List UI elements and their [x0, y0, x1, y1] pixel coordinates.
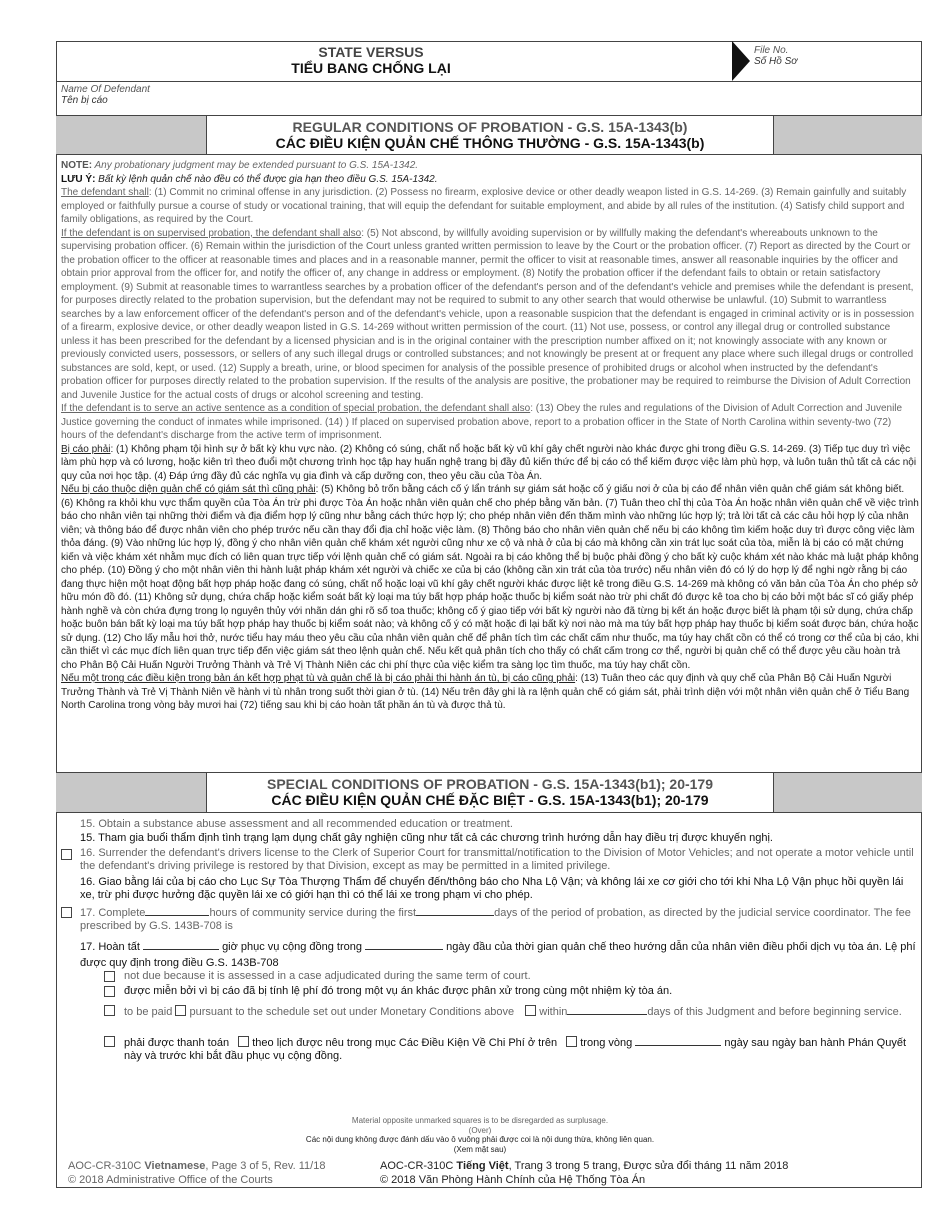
header-shade-left: [56, 116, 207, 154]
note-label: NOTE:: [61, 160, 93, 171]
special-conditions-header: [56, 772, 922, 813]
footer-copyright-en: © 2018 Administrative Office of the Courts: [68, 1174, 273, 1186]
file-number-label-vi: Số Hồ Sơ: [754, 56, 798, 67]
defendant-name-field[interactable]: [61, 84, 150, 106]
form-language-vi: Tiếng Việt: [456, 1160, 509, 1172]
header-shade-left: [56, 773, 207, 812]
to-be-paid-text-vi: phải được thanh toán: [124, 1037, 230, 1049]
condition-16-checkbox[interactable]: [61, 849, 72, 860]
form-number-vi: AOC-CR-310C: [380, 1160, 454, 1172]
condition-17-vi-text-c: ngày đầu của thời gian quản chế theo hướng dẫn của nhân viên điều phối dịch vụ tòa án. Lệ phí được quy định trong điều G.S. 143B-708: [80, 941, 916, 969]
first-days-blank-vi[interactable]: [365, 939, 443, 950]
conditions-lead-vi: Bị cáo phải: [61, 443, 111, 455]
fee-to-be-paid-checkbox[interactable]: [104, 1005, 115, 1016]
footer-en: [68, 1159, 325, 1187]
page-info-vi: , Trang 3 trong 5 trang, Được sửa đổi tháng 11 năm 2018: [508, 1160, 789, 1172]
conditions-text-vi: : (5) Không bỏ trốn bằng cách cố ý lẩn tránh sự giám sát hoặc cố ý giấu nơi ở của bị cáo để nhân viên quản chế giám sát không biết. (6) Không ra khỏi khu vực thẩm quyền của Tòa Án trừ phi được Tòa Án hoặc nhân viên quản chế cho phép bằng văn bản. (7) Tuân theo chỉ thị của Tòa Án hoặc nhân viên quản chế về việc trình báo cho nhân viên tại những thời điểm và địa điểm hợp lý cũng như bằng cách thức hợp lý; cho phép nhân viên đến thăm mình vào những lúc hợp lý; trả lời tất cả các câu hỏi hợp lý của nhân viên; và thông báo để được nhân viên cho phép trước nếu cần thay đổi địa chỉ hoặc việc làm. (8) Thông báo cho nhân viên quản chế nếu bị cáo không tìm kiếm hoặc duy trì được công việc làm thỏa đáng. (9) Vào những lúc hợp lý, đồng ý cho nhân viên quản chế khám xét người cũng như xe cộ và nhà ở của bị cáo mà không cần xin trát lục soát của tòa, miễn là bị cáo có mặt chứng kiến và việc khám xét nhằm mục đích có liên quan trực tiếp với lệnh quản chế có giám sát. Ngoài ra bị cáo không thể bị buộc phải đồng ý cho bất kỳ cuộc khám xét nào khác mà luật pháp không cho phép. (10) Đồng ý cho một nhân viên thi hành luật pháp khám xét người và chiếc xe của bị cáo (không cần xin trát của tòa trước) nếu nhân viên đó có lý do hợp lý để nghi ngờ rằng bị cáo đang thực hiện một hoạt động bất hợp pháp hoặc đang có súng, chất nổ hoặc loại vũ khí gây chết người khác được liệt kê trong điều G.S. 14-269 mà không có văn bản của Tòa Án cho phép sở hữu món đồ đó. (11) Không sử dụng, chứa chấp hoặc kiểm soát bất kỳ loại ma túy bất hợp pháp hoặc thuốc bị kiểm soát nào trừ phi chất đó được kê toa cho bị cáo bởi một bác sĩ có giấy phép hành nghề và còn chứa đựng trong lọ nguyên thủy với nhãn dán ghi rõ số toa thuốc; không cố ý giao tiếp với bất kỳ người nào đã từng bị kết án hoặc được biết là phạm tội sử dụng, chứa chấp hoặc buôn bán bất kỳ loại ma túy bất hợp pháp hay thuốc bị kiểm soát nào; và không cố ý có mặt hoặc đi lại bất kỳ nơi nào mà ma túy bất hợp pháp hay thuốc bị kiểm soát được bán, chứa hoặc sử dụng. (12) Cho lấy mẫu hơi thở, nước tiểu hay máu theo yêu cầu của nhân viên quản chế để phân tích tìm các chất cấm như thuốc, ma túy hay chất cồn có thể có trong cơ thể của bị cáo, khi cần thiết vì các mục đích liên quan trực tiếp đến việc giám sát theo lệnh quản chế. Nếu kết quả phân tích cho thấy có chất cấm trong cơ thể, người bị quản chế có thể được yêu cầu hoàn trả cho Phân Bộ Cải Huấn Người Trưởng Thành và Trẻ Vị Thành Niên các chi phí thực của việc kiểm tra sàng lọc tìm thuốc, ma túy hay chất cồn.: [61, 484, 919, 671]
within-text: within: [539, 1006, 568, 1018]
special-title-en: SPECIAL CONDITIONS OF PROBATION - G.S. 15A-1343(b1); 20-179: [266, 776, 714, 792]
condition-17-checkbox[interactable]: [61, 907, 72, 918]
within-days-blank-vi[interactable]: [635, 1035, 721, 1046]
conditions-text: : (5) Not abscond, by willfully avoiding supervision or by willfully making the defendant's whereabouts unknown to the supervising probation officer. (6) Remain within the jurisdiction of the Court unless granted written permission to leave by the Court or the probation officer. (7) Report as directed by the Court or the probation officer to the officer at reasonable times and places and in a reasonable manner, permit the officer to visit at reasonable times, answer all reasonable inquiries by the officer and obtain prior approval from the officer for, and notify the officer of, any change in address or employment. (8) Notify the probation officer if the defendant fails to obtain or retain satisfactory employment. (9) Submit at reasonable times to warrantless searches by a probation officer of the defendant's person and of the defendant's vehicle and premises while the defendant is present, for purposes directly related to the probation supervision, but the defendant may not be required to submit to any other search that would otherwise be unlawful. (10) Submit to warrantless searches by a law enforcement officer of the defendant's person and of the defendant's vehicle, upon a reasonable suspicion that the defendant is engaged in criminal activity or is in possession of a firearm, explosive device, or other deadly weapon listed in G.S. 14-269 without written permission of the court. (11) Not use, possess, or control any illegal drug or controlled substance unless it has been prescribed for the defendant by a licensed physician and is in the original container with the prescription number affixed on it; not knowingly associate with any known or previously convicted users, possessors, or sellers of any such illegal drugs or controlled substances; and not knowingly be present at or frequent any place where such illegal drugs or controlled substances are sold, kept, or used. (12) Supply a breath, urine, or blood specimen for analysis of the possible presence of prohibited drugs or alcohol when instructed by the defendant's probation officer for purposes directly related to the probation supervision. If the results of the analysis are positive, the probationer may be required to reimburse the Division of Adult Correction and Juvenile Justice for the actual costs of drugs or alcohol screening and testing.: [61, 227, 915, 401]
condition-17-text-c: days of the period of probation, as directed by the judicial service coordinator. The fee prescribed by G.S. 143B-708 is: [80, 907, 911, 932]
fee-not-due-checkbox-vi[interactable]: [104, 986, 115, 997]
fee-not-due-checkbox[interactable]: [104, 971, 115, 982]
community-hours-blank[interactable]: [145, 905, 209, 916]
state-versus-en: STATE VERSUS: [318, 44, 424, 60]
note-label-vi: LƯU Ý:: [61, 173, 96, 185]
footer-form-en: [68, 1159, 325, 1173]
special-conditions-title: [206, 776, 774, 808]
surplusage-text-vi: Các nội dung không được đánh dấu vào ô vuông phải được coi là nội dung thừa, không liên quan.: [305, 1135, 655, 1144]
condition-17-en: [80, 905, 920, 933]
community-hours-blank-vi[interactable]: [143, 939, 219, 950]
conditions-text: : (13) Obey the rules and regulations of the Division of Adult Correction and Juvenile Justice governing the conduct of inmates while imprisoned. (14) ) If placed on supervised probation above, report to a probation officer in the State of North Carolina within seventy-two (72) hours of the defendant's discharge from the active term of imprisonment.: [61, 403, 903, 441]
to-be-paid-text: to be paid: [124, 1006, 173, 1018]
conditions-lead: If the defendant is to serve an active sentence as a condition of special probation, the defendant shall also: [61, 403, 531, 414]
note-text: Any probationary judgment may be extended pursuant to G.S. 15A-1342.: [92, 160, 419, 171]
monetary-schedule-checkbox-vi[interactable]: [238, 1036, 249, 1047]
over-text: (Over): [468, 1125, 492, 1135]
conditions-supervised-vi: [61, 483, 919, 672]
fee-to-be-paid-en: [124, 1004, 914, 1019]
fee-not-due-vi: được miễn bởi vì bị cáo đã bị tính lệ phí đó trong một vụ án khác được phân xử trong cùng một nhiệm kỳ tòa án.: [124, 985, 673, 997]
file-number-label: File No.: [754, 45, 789, 56]
within-days-checkbox-vi[interactable]: [566, 1036, 577, 1047]
regular-title-vi: CÁC ĐIỀU KIỆN QUẢN CHẾ THÔNG THƯỜNG - G.S. 15A-1343(b): [275, 135, 705, 151]
conditions-lead: If the defendant is on supervised probation, the defendant shall also: [61, 227, 362, 239]
within-days-checkbox[interactable]: [525, 1005, 536, 1016]
file-number-field[interactable]: [754, 45, 797, 67]
conditions-supervised-en: [61, 227, 919, 403]
regular-conditions-body: [61, 159, 919, 713]
special-title-vi: CÁC ĐIỀU KIỆN QUẢN CHẾ ĐẶC BIỆT - G.S. 15A-1343(b1); 20-179: [271, 792, 709, 808]
conditions-active-vi: [61, 672, 919, 713]
regular-conditions-header: [56, 115, 922, 155]
within-days-blank[interactable]: [567, 1004, 647, 1015]
conditions-text-vi: : (13) Tuân theo các quy định và quy chế của Phân Bộ Cải Huấn Người Trưởng Thành và Trẻ Vị Thành Niên về hành vi tù nhân trong suốt thời gian ở tù. (14) Nếu trên đây ghi là ra lệnh quản chế có giám sát, phải trình diện với một nhân viên quản chế ở Tiểu Bang North Carolina trong vòng bảy mươi hai (72) tiếng sau khi bị cáo hoàn tất phần án tù và được thả tù.: [61, 673, 910, 711]
footer-copyright-vi: © 2018 Văn Phòng Hành Chính của Hệ Thống Tòa Án: [380, 1174, 646, 1186]
first-days-blank[interactable]: [416, 905, 494, 916]
schedule-text: pursuant to the schedule set out under Monetary Conditions above: [189, 1006, 515, 1018]
header-shade-right: [773, 116, 922, 154]
condition-15-en: 15. Obtain a substance abuse assessment and all recommended education or treatment.: [80, 818, 513, 830]
surplusage-note: [200, 1116, 760, 1154]
conditions-text-vi: : (1) Không phạm tội hình sự ở bất kỳ khu vực nào. (2) Không có súng, chất nổ hoặc bất kỳ vũ khí gây chết người nào khác được ghi trong điều G.S. 14-269. (3) Tiếp tục duy trì việc làm phù hợp và có lương, hoặc kiên trì theo đuổi một chương trình học tập hay huấn nghệ trang bị đầy đủ kiến thức để bị cáo có thể kiếm được việc làm phù hợp, và luôn tuân thủ tất cả các nội quy của nơi học tập. (4) Đáp ứng đầy đủ các nghĩa vụ gia đình và cấp dưỡng con, theo yêu cầu của Tòa Án.: [61, 443, 917, 482]
surplusage-text-en: Material opposite unmarked squares is to be disregarded as surplusage.: [351, 1116, 609, 1125]
monetary-schedule-checkbox[interactable]: [175, 1005, 186, 1016]
over-text-vi: (Xem mặt sau): [453, 1144, 507, 1154]
footer-form-vi: [380, 1159, 788, 1173]
state-versus-vi: TIỂU BANG CHỐNG LẠI: [291, 60, 451, 76]
footer-vi: [380, 1159, 788, 1187]
conditions-text: : (1) Commit no criminal offense in any jurisdiction. (2) Possess no firearm, explosive device or other deadly weapon listed in G.S. 14-269. (3) Remain gainfully and suitably employed or faithfully pursue a course of study or vocational training, that will equip the defendant for suitable employment, and abide by all rules of the institution. (4) Satisfy child support and family obligations, as required by the Court.: [61, 187, 907, 225]
days-judgment-text: days of this Judgment and before beginning service.: [647, 1006, 902, 1018]
conditions-active-en: [61, 402, 919, 443]
conditions-lead: The defendant shall: [61, 187, 149, 198]
header-shade-right: [773, 773, 922, 812]
defendant-name-label: Name Of Defendant: [61, 84, 150, 95]
condition-16-en: 16. Surrender the defendant's drivers license to the Clerk of Superior Court for transmittal/notification to the Division of Motor Vehicles; and not operate a motor vehicle until the defendant's driving privilege is restored by that Division, except as may be permitted in a limited privilege.: [80, 847, 914, 872]
fee-to-be-paid-checkbox-vi[interactable]: [104, 1036, 115, 1047]
within-text-vi: trong vòng: [580, 1037, 633, 1049]
form-language: Vietnamese: [144, 1160, 206, 1172]
conditions-lead-vi: Nếu một trong các điều kiện trong bản án kết hợp phạt tù và quản chế là bị cáo phải thi hành án tù, bị cáo cũng phải: [61, 673, 576, 684]
conditions-lead-vi: Nếu bị cáo thuộc diện quản chế có giám sát thì cũng phải: [61, 484, 316, 495]
condition-17-text-b: hours of community service during the first: [209, 907, 417, 919]
conditions-general-en: [61, 186, 919, 227]
days-judgment-text-vi: ngày sau ngày ban hành Phán Quyết này và trước khi bắt đầu phục vụ cộng đồng.: [124, 1037, 906, 1062]
note-text-vi: Bất kỳ lệnh quản chế nào đều có thể được gia hạn theo điều G.S. 15A-1342.: [95, 173, 438, 185]
defendant-name-label-vi: Tên bị cáo: [61, 95, 108, 106]
arrow-marker-icon: [732, 41, 750, 81]
condition-17-text-a: 17. Complete: [80, 907, 146, 919]
condition-17-vi-text-a: 17. Hoàn tất: [80, 941, 140, 953]
regular-conditions-title: [206, 119, 774, 151]
form-number: AOC-CR-310C: [68, 1160, 142, 1172]
note-en: [61, 159, 919, 173]
state-versus-title: [206, 44, 536, 76]
conditions-general-vi: [61, 443, 919, 484]
condition-16-vi: 16. Giao bằng lái của bị cáo cho Lục Sự Tòa Thượng Thẩm để chuyển đến/thông báo cho Nha Lộ Vận; và không lái xe cơ giới cho tới khi Nha Lộ Vận phục hồi quyền lái xe, trừ phi được hưởng đặc quyền lái xe có giới hạn thì có thể lái xe trong phạm vi cho phép.: [80, 876, 904, 901]
note-vi: [61, 173, 919, 187]
condition-17-vi-text-b: giờ phục vụ cộng đồng trong: [222, 941, 362, 953]
fee-not-due-en: not due because it is assessed in a case adjudicated during the same term of court.: [124, 970, 531, 982]
condition-15-vi: 15. Tham gia buổi thẩm định tình trạng lạm dụng chất gây nghiện cũng như tất cả các chương trình hướng dẫn hay điều trị được khuyến nghị.: [80, 832, 773, 844]
page-info: , Page 3 of 5, Rev. 11/18: [205, 1160, 326, 1172]
condition-17-vi: [80, 939, 920, 971]
regular-title-en: REGULAR CONDITIONS OF PROBATION - G.S. 15A-1343(b): [292, 119, 688, 135]
fee-to-be-paid-vi: [124, 1035, 924, 1063]
case-header: [56, 41, 922, 82]
schedule-text-vi: theo lịch được nêu trong mục Các Điều Kiện Về Chi Phí ở trên: [252, 1037, 558, 1049]
